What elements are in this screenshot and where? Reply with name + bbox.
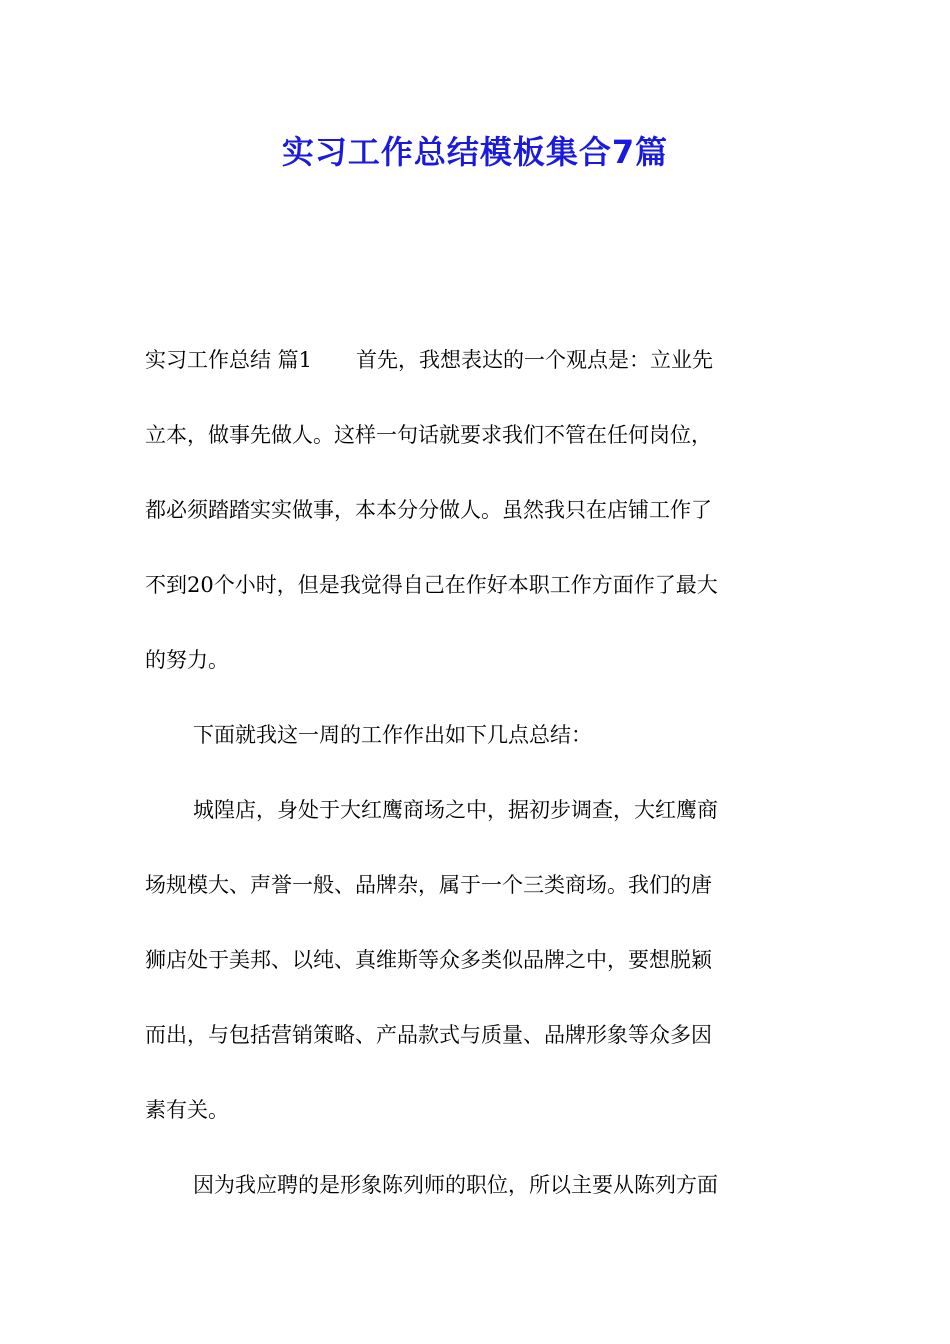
intro-paragraph — [145, 323, 807, 698]
document-title: 实习工作总结模板集合7篇 — [281, 133, 669, 171]
paragraph-line: 场规模大、声誉一般、品牌杂，属于一个三类商场。我们的唐 — [145, 873, 712, 897]
paragraph-line: 狮店处于美邦、以纯、真维斯等众多类似品牌之中，要想脱颖 — [145, 948, 712, 972]
line-text: 首先，我想表达的一个观点是：立业先 — [356, 348, 714, 372]
paragraph-line: 城隍店，身处于大红鹰商场之中，据初步调查，大红鹰商 — [193, 798, 718, 822]
paragraph-line: 素有关。 — [145, 1098, 229, 1122]
body-paragraphs — [145, 698, 807, 1223]
paragraph-line: 而出，与包括营销策略、产品款式与质量、品牌形象等众多因 — [145, 1023, 712, 1047]
paragraph-line: 因为我应聘的是形象陈列师的职位，所以主要从陈列方面 — [193, 1173, 718, 1197]
paragraph-line: 立本，做事先做人。这样一句话就要求我们不管在任何岗位， — [145, 423, 712, 447]
paragraph-line: 下面就我这一周的工作作出如下几点总结： — [193, 723, 592, 747]
section-heading: 实习工作总结 篇1 — [145, 348, 313, 372]
paragraph-line: 不到20个小时，但是我觉得自己在作好本职工作方面作了最大 — [145, 573, 718, 597]
paragraph-line: 的努力。 — [145, 648, 229, 672]
paragraph-line: 都必须踏踏实实做事，本本分分做人。虽然我只在店铺工作了 — [145, 498, 712, 522]
paragraph-line — [145, 323, 807, 398]
